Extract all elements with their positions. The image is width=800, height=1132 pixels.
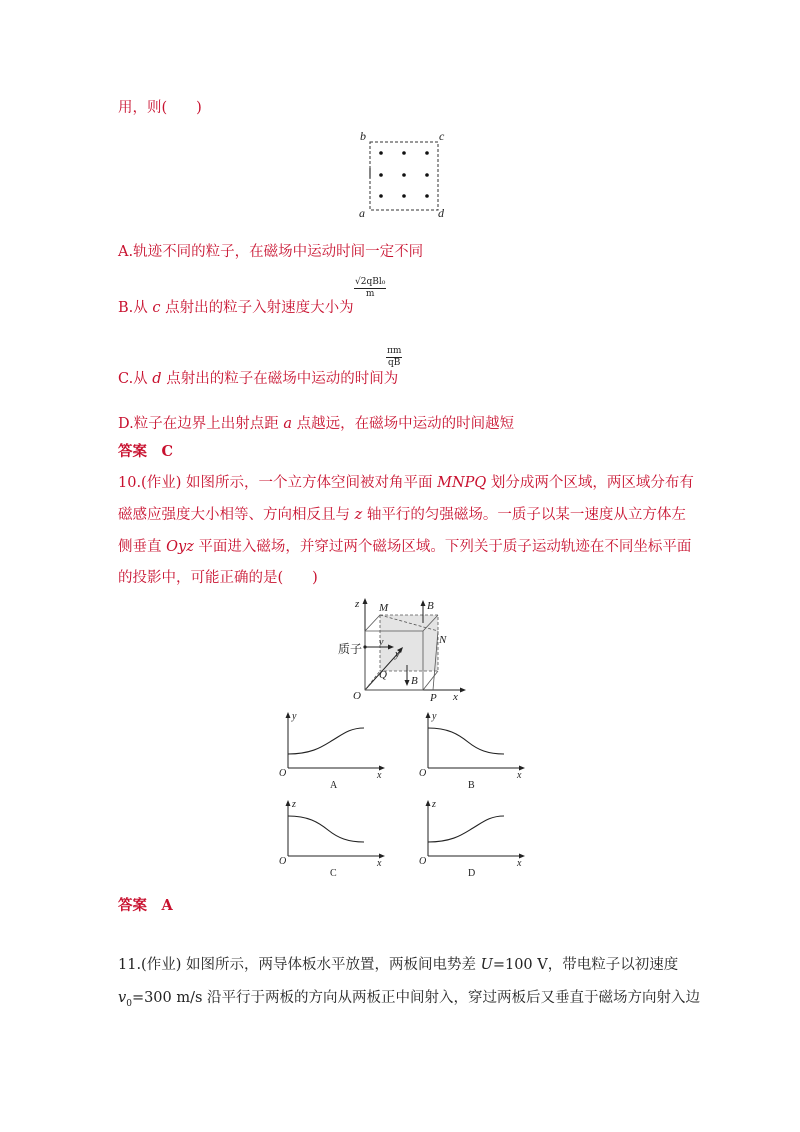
graph-b-origin: O xyxy=(419,768,427,779)
q11-line-2: $v_0=300$ m/s 沿平行于两板的方向从两板正中间射入，穿过两板后又垂直于磁场方向射入边 xyxy=(118,990,701,1009)
option-d: D.粒子在边界上出射点距 a 点越远，在磁场中运动的时间越短 xyxy=(118,416,515,432)
graph-d-label: D xyxy=(468,868,476,879)
B-bottom-label: B xyxy=(411,675,418,687)
q10-line-4: 的投影中，可能正确的是( ) xyxy=(118,570,318,586)
answer-10: 答案 A xyxy=(118,897,173,914)
graph-b-label: B xyxy=(468,780,475,791)
Q-label: Q xyxy=(379,669,387,681)
graph-c xyxy=(278,798,388,880)
corner-a-label: a xyxy=(359,206,365,220)
graph-d-origin: O xyxy=(419,856,427,867)
graph-a-origin: O xyxy=(279,768,287,779)
q10-line-3: 侧垂直 Oyz 平面进入磁场，并穿过两个磁场区域。下列关于质子运动轨迹在不同坐标平面 xyxy=(118,539,692,555)
magnetic-field-square-figure xyxy=(350,128,460,223)
answer-9: 答案 C xyxy=(118,443,174,460)
graph-b-axis: y xyxy=(432,711,437,722)
graph-b-x: x xyxy=(517,770,522,781)
y-axis-label: y xyxy=(395,648,400,660)
corner-d-label: d xyxy=(438,206,444,220)
option-b-fraction: √2qBl₀ m xyxy=(355,277,386,299)
x-axis-label: x xyxy=(453,691,458,703)
B-top-label: B xyxy=(427,600,434,612)
graph-d-axis: z xyxy=(432,799,436,810)
graph-d xyxy=(418,798,528,880)
graph-c-origin: O xyxy=(279,856,287,867)
option-c: C.从 d 点射出的粒子在磁场中运动的时间为 xyxy=(118,371,399,387)
z-axis-label: z xyxy=(355,598,360,610)
graph-a xyxy=(278,710,388,792)
graph-a-label: A xyxy=(330,780,338,791)
q11-line-1: 11.(作业) 如图所示，两导体板水平放置，两板间电势差 U=100 V，带电粒子以初速度 xyxy=(118,957,679,973)
O-label: O xyxy=(353,690,361,702)
graph-c-axis: z xyxy=(292,799,296,810)
graph-a-x: x xyxy=(377,770,382,781)
graph-b xyxy=(418,710,528,792)
option-b: B.从 c 点射出的粒子入射速度大小为 xyxy=(118,300,354,316)
graph-d-x: x xyxy=(517,858,522,869)
proton-label: 质子 xyxy=(338,642,363,656)
corner-c-label: c xyxy=(439,129,445,143)
graph-c-label: C xyxy=(330,868,337,879)
question-tail-text: 用，则( ) xyxy=(118,100,202,116)
q10-line-2: 磁感应强度大小相等、方向相反且与 z 轴平行的匀强磁场。一质子以某一速度从立方体左 xyxy=(118,507,686,523)
v-label: v xyxy=(379,637,384,648)
q10-line-1: 10.(作业) 如图所示，一个立方体空间被对角平面 MNPQ 划分成两个区域，两区域分布有 xyxy=(118,475,694,491)
option-a: A.轨迹不同的粒子，在磁场中运动时间一定不同 xyxy=(118,244,424,260)
P-label: P xyxy=(430,692,437,703)
option-c-fraction: $\frac{\pi m}{qB}$ xyxy=(387,346,402,368)
corner-b-label: b xyxy=(360,129,366,143)
N-label: N xyxy=(439,634,447,646)
graph-a-axis: y xyxy=(292,711,297,722)
graph-c-x: x xyxy=(377,858,382,869)
M-label: M xyxy=(379,602,389,614)
